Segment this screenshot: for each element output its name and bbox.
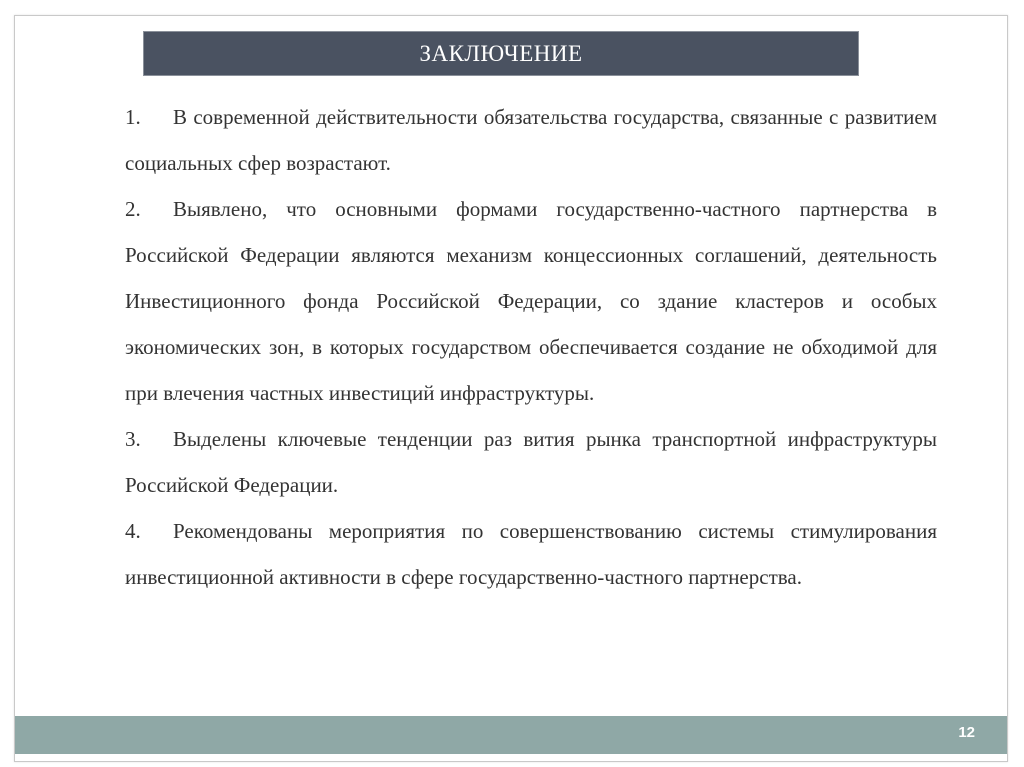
slide: [14, 15, 1008, 762]
page-number: 12: [958, 724, 975, 741]
list-item-4: [125, 508, 937, 600]
item-number: 2.: [125, 197, 141, 221]
item-text: Выявлено, что основными формами государственно-частного партнерства в Российской Федерации являются механизм концессионных соглашений, деятельность Инвестиционного фонда Российской Федерации, со здание кластеров и особых экономических зон, в которых государством обеспечивается создание не обходимой для при влечения частных инвестиций инфраструктуры.: [125, 197, 937, 405]
item-text: Рекомендованы мероприятия по совершенствованию системы стимулирования инвестиционной активности в сфере государственно-частного партнерства.: [125, 519, 937, 589]
item-number: 3.: [125, 427, 141, 451]
item-text: В современной действительности обязательства государства, связанные с развитием социальных сфер возрастают.: [125, 105, 937, 175]
item-number: 4.: [125, 519, 141, 543]
conclusion-list: [125, 94, 937, 600]
footer-bar: [15, 716, 1007, 754]
list-item-1: [125, 94, 937, 186]
item-number: 1.: [125, 105, 141, 129]
list-item-3: [125, 416, 937, 508]
list-item-2: [125, 186, 937, 416]
slide-title: ЗАКЛЮЧЕНИЕ: [419, 40, 583, 66]
item-text: Выделены ключевые тенденции раз вития рынка транспортной инфраструктуры Российской Федерации.: [125, 427, 937, 497]
slide-title-bar: [143, 31, 859, 76]
